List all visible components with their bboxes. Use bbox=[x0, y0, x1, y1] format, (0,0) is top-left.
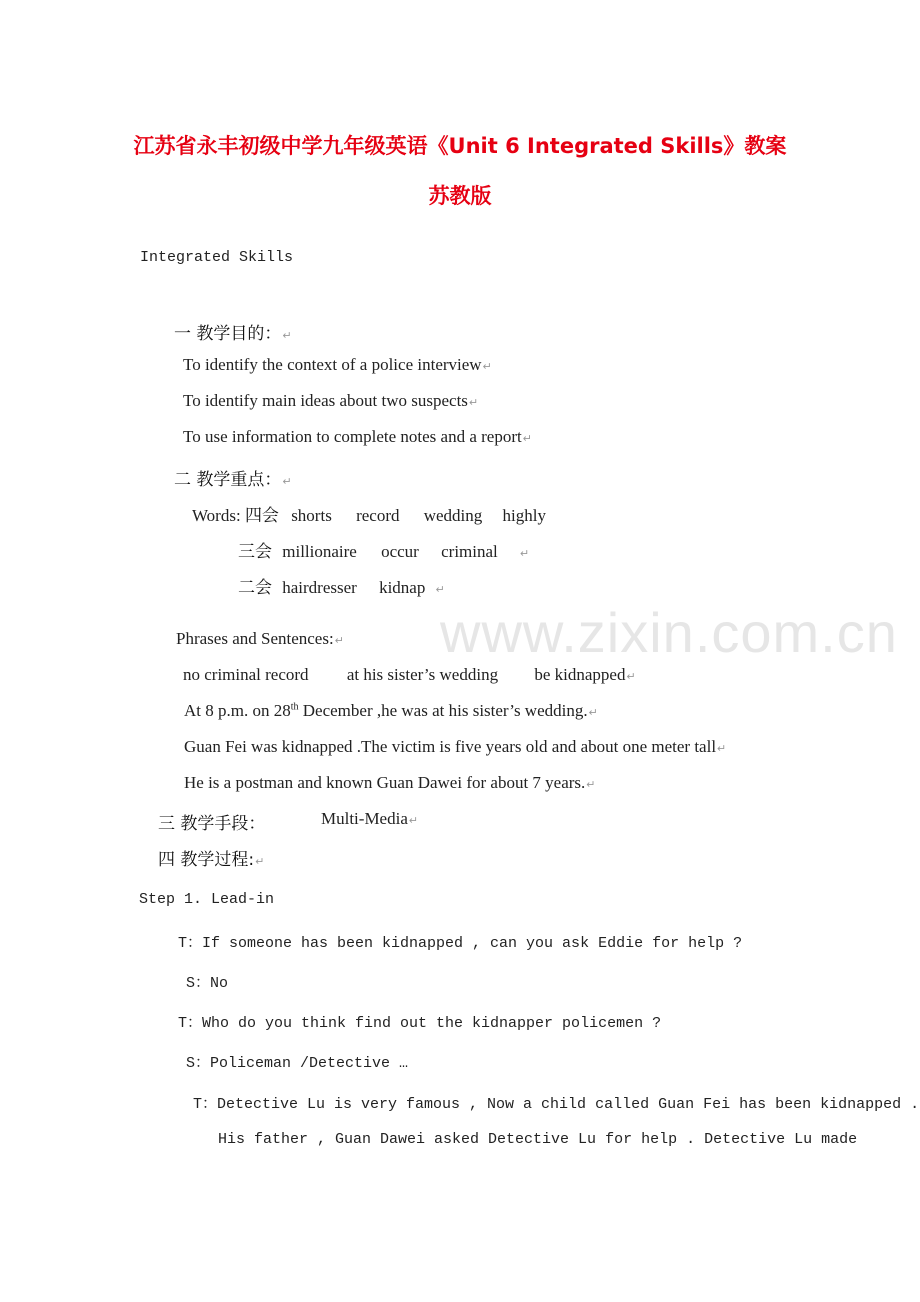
step-1-label: Step 1. Lead-in bbox=[139, 891, 275, 908]
words-row-3: 三会 millionaire occur criminal ↵ bbox=[238, 542, 530, 562]
dialog-line: T：Who do you think find out the kidnapper policemen ? bbox=[178, 1015, 662, 1032]
sec1-item: To identify the context of a police interview↵ bbox=[183, 355, 492, 374]
doc-subtitle: Integrated Skills bbox=[140, 249, 294, 266]
sentence-3: He is a postman and known Guan Dawei for about 7 years.↵ bbox=[184, 773, 596, 792]
sec1-item: To identify main ideas about two suspects↵ bbox=[183, 391, 479, 410]
doc-title-line2: 苏教版 bbox=[428, 184, 492, 208]
dialog-line: S：Policeman /Detective … bbox=[186, 1055, 409, 1072]
watermark: www.zixin.com.cn bbox=[440, 601, 898, 664]
words-row-2: 二会 hairdresser kidnap ↵ bbox=[238, 578, 445, 598]
sentence-1: At 8 p.m. on 28th December ,he was at his sister’s wedding.↵ bbox=[184, 701, 598, 720]
section-4-heading: 四 教学过程:↵ bbox=[158, 850, 265, 870]
sec1-item: To use information to complete notes and a report↵ bbox=[183, 427, 532, 446]
phrases-row: no criminal record at his sister’s wedding be kidnapped↵ bbox=[183, 665, 636, 684]
doc-title-line1: 江苏省永丰初级中学九年级英语《Unit 6 Integrated Skills》教案 bbox=[133, 134, 787, 158]
words-row-4: Words: 四会 shorts record wedding highly bbox=[192, 506, 546, 526]
dialog-line: His father , Guan Dawei asked Detective Lu for help . Detective Lu made bbox=[218, 1131, 858, 1148]
dialog-line: T：If someone has been kidnapped , can you ask Eddie for help ? bbox=[178, 935, 743, 952]
section-3-value: Multi-Media↵ bbox=[321, 809, 419, 828]
dialog-line: S：No bbox=[186, 975, 229, 992]
section-3-heading: 三 教学手段： bbox=[158, 814, 266, 834]
dialog-line: T：Detective Lu is very famous , Now a child called Guan Fei has been kidnapped . bbox=[193, 1096, 920, 1113]
section-1-heading: 一 教学目的：↵ bbox=[174, 324, 292, 344]
phrases-label: Phrases and Sentences:↵ bbox=[176, 629, 344, 648]
sentence-2: Guan Fei was kidnapped .The victim is five years old and about one meter tall↵ bbox=[184, 737, 727, 756]
section-2-heading: 二 教学重点：↵ bbox=[174, 470, 292, 490]
